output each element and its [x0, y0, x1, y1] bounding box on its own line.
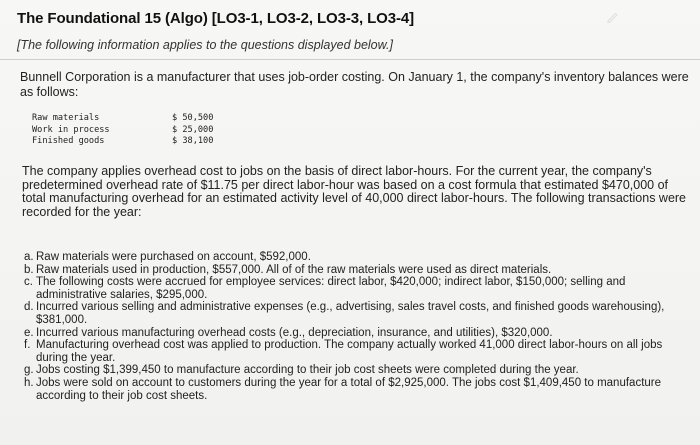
transaction-text: Incurred various manufacturing overhead costs (e.g., depreciation, insurance, and utilities), $320,000. [36, 326, 553, 339]
transaction-text: Jobs costing $1,399,450 to manufacture according to their job cost sheets were completed during the year. [36, 364, 579, 377]
transaction-item [24, 276, 690, 301]
transaction-text: Jobs were sold on account to customers during the year for a total of $2,925,000. The jobs cost $1,409,450 to manufacture according to their job cost sheets. [36, 376, 662, 402]
inventory-balances-table [32, 113, 232, 148]
divider [0, 59, 700, 60]
transaction-text: The following costs were accrued for employee services: direct labor, $420,000; indirect labor, $150,000; selling and administrative salaries, $295,000. [36, 276, 626, 301]
balance-row-work-in-process [32, 125, 232, 137]
transaction-item [24, 377, 690, 402]
transaction-text: Raw materials used in production, $557,000. All of of the raw materials were used as direct materials. [36, 263, 552, 276]
transaction-text: Incurred various selling and administrative expenses (e.g., advertising, sales travel costs, and finished goods warehousing), $381,000. [36, 301, 665, 326]
transaction-letter: h. [24, 376, 34, 389]
transaction-text: Raw materials were purchased on account, $592,000. [36, 251, 311, 263]
pencil-icon [606, 10, 620, 24]
transaction-letter: a. [24, 251, 34, 263]
info-note: [The following information applies to the questions displayed below.] [17, 38, 393, 52]
balance-label: Finished goods [32, 136, 105, 146]
transaction-item [24, 264, 690, 277]
transaction-letter: f. [24, 339, 31, 352]
transaction-letter: b. [24, 263, 34, 276]
transaction-letter: c. [24, 276, 33, 289]
balance-label: Work in process [32, 124, 110, 135]
balance-value: $ 38,100 [172, 136, 214, 146]
transaction-item [24, 339, 690, 364]
balance-row-finished-goods [32, 136, 232, 148]
balance-value: $ 25,000 [172, 124, 214, 135]
transaction-item [24, 327, 690, 340]
balance-value: $ 50,500 [172, 113, 214, 123]
transaction-letter: e. [24, 326, 34, 339]
transactions-list [24, 251, 690, 402]
balance-label: Raw materials [32, 113, 100, 123]
transaction-item [24, 364, 690, 377]
transaction-text: Manufacturing overhead cost was applied to production. The company actually worked 41,000 direct labor-hours on all jobs during the year. [36, 339, 663, 364]
page-title: The Foundational 15 (Algo) [LO3-1, LO3-2, LO3-3, LO3-4] [17, 10, 415, 27]
transaction-letter: d. [24, 301, 34, 314]
overhead-paragraph: The company applies overhead cost to jobs on the basis of direct labor-hours. For the current year, the company's predetermined overhead rate of $11.75 per direct labor-hour was based on a cost formula that estimated $470,000 of total manufacturing overhead for an estimated activity level of 40,000 direct labor-hours. The following transactions were recorded for the year: [22, 164, 687, 219]
transaction-letter: g. [24, 364, 34, 377]
transaction-item [24, 251, 690, 264]
intro-paragraph: Bunnell Corporation is a manufacturer that uses job-order costing. On January 1, the company's inventory balances were as follows: [20, 70, 689, 99]
balance-row-raw-materials [32, 113, 232, 125]
transaction-item [24, 301, 690, 326]
